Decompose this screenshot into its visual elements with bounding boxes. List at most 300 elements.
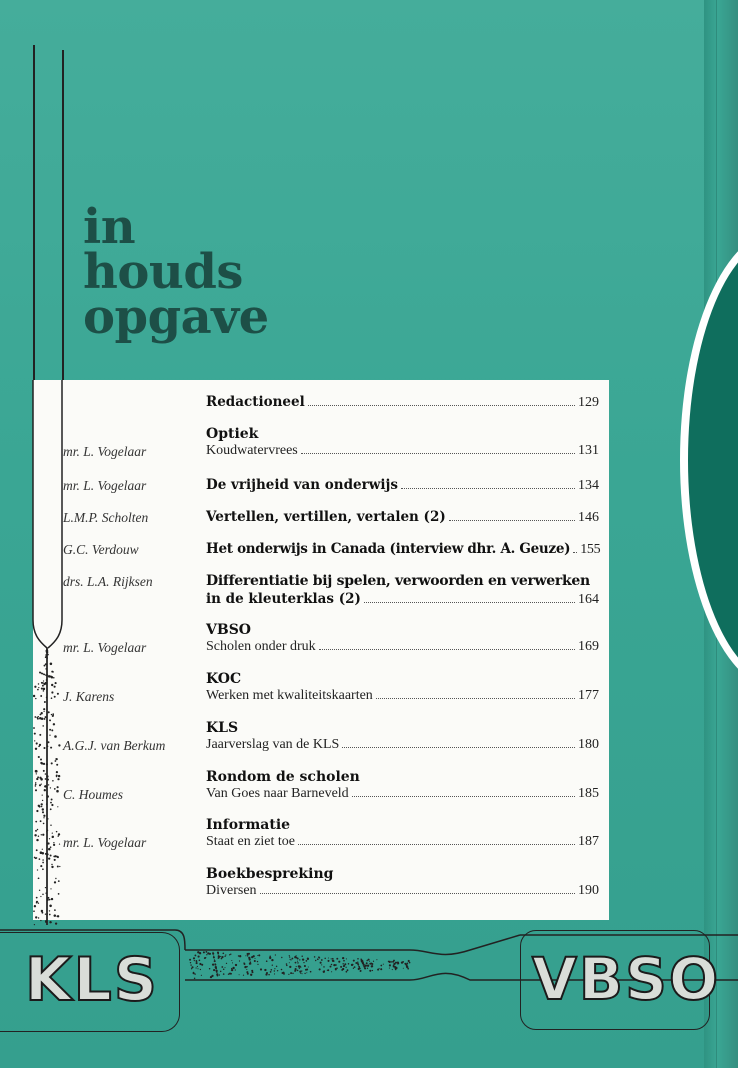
stipple-dot — [54, 909, 56, 911]
stipple-dot — [307, 958, 309, 960]
stipple-dot — [333, 960, 335, 962]
stipple-dot — [223, 968, 225, 970]
stipple-dot — [37, 718, 39, 720]
stipple-dot — [42, 868, 44, 870]
stipple-dot — [40, 920, 41, 921]
stipple-dot — [194, 954, 196, 956]
stipple-dot — [331, 958, 332, 959]
stipple-dot — [327, 970, 328, 971]
stipple-dot — [321, 959, 323, 961]
stipple-dot — [45, 786, 47, 788]
stipple-dot — [41, 910, 43, 912]
stipple-dot — [37, 776, 39, 778]
stipple-dot — [194, 973, 195, 974]
stipple-dot — [47, 897, 49, 899]
stipple-dot — [371, 963, 373, 965]
stipple-dot — [46, 697, 48, 699]
stipple-dot — [46, 651, 48, 653]
stipple-dot — [239, 955, 241, 957]
stipple-dot — [209, 953, 211, 955]
stipple-dot — [50, 922, 51, 923]
stipple-dot — [36, 773, 37, 774]
stipple-dot — [56, 790, 59, 793]
stipple-dot — [55, 878, 56, 879]
stipple-dot — [255, 958, 256, 959]
stipple-dot — [383, 964, 384, 965]
stipple-dot — [52, 713, 54, 715]
stipple-dot — [50, 824, 51, 825]
stipple-dot — [231, 969, 233, 971]
stipple-dot — [304, 966, 305, 967]
stipple-dot — [34, 857, 36, 859]
stipple-dot — [42, 834, 44, 836]
stipple-dot — [294, 956, 296, 958]
stipple-dot — [231, 968, 232, 969]
stipple-dot — [34, 733, 36, 735]
stipple-dot — [328, 958, 329, 959]
stipple-dot — [55, 682, 57, 684]
stipple-dot — [38, 917, 39, 918]
stipple-dot — [201, 964, 203, 966]
stipple-dot — [49, 914, 51, 916]
stipple-dot — [38, 805, 40, 807]
stipple-dot — [336, 958, 338, 960]
stipple-dot — [38, 902, 39, 903]
stipple-dot — [37, 869, 38, 870]
stipple-dot — [44, 674, 45, 675]
page-number: 155 — [580, 542, 601, 557]
stipple-dot — [392, 969, 393, 970]
stipple-dot — [353, 968, 354, 969]
left-border-line — [33, 45, 35, 380]
stipple-dot — [50, 802, 52, 804]
stipple-dot — [331, 971, 332, 972]
stipple-dot — [36, 857, 38, 859]
stipple-dot — [323, 971, 325, 973]
stipple-dot — [297, 962, 299, 964]
stipple-dot — [36, 810, 38, 812]
stipple-dot — [274, 968, 275, 969]
stipple-dot — [321, 964, 322, 965]
stipple-dot — [289, 966, 291, 968]
stipple-dot — [43, 763, 45, 765]
stipple-dot — [40, 865, 42, 867]
stipple-dot — [43, 690, 45, 692]
section-heading: Informatie — [206, 817, 291, 833]
stipple-dot — [214, 964, 216, 966]
stipple-dot — [34, 834, 36, 836]
stipple-dot — [36, 901, 38, 903]
toc-title: Werken met kwaliteitskaarten — [206, 688, 373, 703]
stipple-dot — [295, 969, 296, 970]
stipple-dot — [229, 973, 231, 975]
stipple-dot — [217, 975, 219, 977]
stipple-dot — [212, 963, 214, 965]
stipple-dot — [257, 961, 258, 962]
stipple-dot — [333, 964, 335, 966]
author-name: drs. L.A. Rijksen — [63, 574, 153, 589]
stipple-dot — [367, 968, 368, 969]
stipple-dot — [320, 962, 322, 964]
stipple-dot — [335, 968, 337, 970]
stipple-dot — [357, 958, 359, 960]
stipple-dot — [57, 806, 58, 807]
stipple-dot — [45, 654, 47, 656]
stipple-dot — [209, 968, 210, 969]
stipple-dot — [265, 973, 267, 975]
section-heading: Boekbespreking — [206, 866, 334, 882]
stipple-dot — [289, 956, 290, 957]
stipple-dot — [38, 687, 39, 688]
stipple-dot — [228, 973, 230, 975]
stipple-dot — [191, 966, 193, 968]
stipple-dot — [347, 969, 349, 971]
section-heading: KOC — [206, 671, 242, 687]
stipple-dot — [56, 831, 58, 833]
stipple-dot — [235, 964, 237, 966]
stipple-dot — [40, 820, 42, 822]
stipple-dot — [56, 758, 58, 760]
stipple-dot — [43, 817, 44, 818]
stipple-dot — [213, 956, 215, 958]
stipple-dot — [368, 959, 370, 961]
stipple-dot — [367, 965, 369, 967]
stipple-dot — [35, 782, 36, 783]
toc-title: Het onderwijs in Canada (interview dhr. A. Geuze) — [206, 541, 571, 557]
stipple-dot — [305, 969, 307, 971]
toc-title: in de kleuterklas (2) — [206, 591, 361, 607]
stipple-dot — [359, 967, 360, 968]
stipple-dot — [35, 785, 37, 787]
stipple-dot — [361, 960, 363, 962]
stipple-dot — [57, 693, 59, 695]
stipple-dot — [194, 978, 195, 979]
stipple-dot — [58, 744, 60, 746]
stipple-dot — [197, 966, 198, 967]
stipple-dot — [46, 657, 48, 659]
stipple-dot — [203, 951, 205, 953]
stipple-dot — [284, 972, 285, 973]
stipple-dot — [289, 962, 290, 963]
stipple-dot — [47, 779, 49, 781]
stipple-dot — [198, 956, 200, 958]
stipple-dot — [196, 967, 197, 968]
stipple-dot — [50, 888, 51, 889]
stipple-dot — [341, 969, 343, 971]
stipple-dot — [34, 924, 35, 925]
stipple-dot — [281, 969, 283, 971]
stipple-dot — [218, 955, 220, 957]
stipple-dot — [44, 701, 46, 703]
stipple-dot — [37, 689, 39, 691]
page-number: 146 — [578, 510, 599, 525]
stipple-dot — [190, 964, 191, 965]
page-number: 177 — [578, 688, 599, 703]
stipple-dot — [40, 714, 42, 716]
stipple-dot — [53, 842, 54, 843]
stipple-dot — [45, 853, 47, 855]
stipple-dot — [36, 897, 38, 899]
stipple-dot — [221, 966, 223, 968]
stipple-dot — [46, 679, 48, 681]
stipple-dot — [51, 804, 53, 806]
stipple-dot — [289, 959, 290, 960]
stipple-dot — [258, 954, 260, 956]
stipple-dot — [348, 963, 350, 965]
stipple-dot — [391, 961, 392, 962]
stipple-dot — [59, 844, 60, 845]
stipple-dot — [357, 962, 358, 963]
stipple-dot — [306, 972, 307, 973]
page-number: 164 — [578, 592, 599, 607]
stipple-dot — [388, 961, 390, 963]
stipple-dot — [39, 784, 41, 786]
stipple-dot — [297, 958, 299, 960]
stipple-dot — [57, 786, 59, 788]
toc-title: Diversen — [206, 883, 257, 898]
stipple-dot — [324, 958, 325, 959]
stipple-dot — [51, 684, 53, 686]
stipple-dot — [276, 966, 277, 967]
stipple-dot — [342, 957, 344, 959]
title-line-3: opgave — [83, 289, 269, 345]
author-name: C. Houmes — [63, 787, 123, 802]
stipple-dot — [44, 665, 46, 667]
stipple-dot — [45, 887, 46, 888]
author-name: mr. L. Vogelaar — [63, 640, 147, 655]
stipple-dot — [58, 775, 60, 777]
stipple-dot — [43, 747, 45, 749]
page-number: 180 — [578, 737, 599, 752]
stipple-dot — [42, 673, 43, 674]
stipple-dot — [239, 960, 240, 961]
stipple-dot — [50, 747, 52, 749]
stipple-dot — [346, 958, 347, 959]
stipple-dot — [36, 849, 38, 851]
stipple-dot — [264, 969, 266, 971]
stipple-dot — [39, 734, 41, 736]
stipple-dot — [45, 773, 47, 775]
stipple-dot — [43, 683, 45, 685]
stipple-dot — [403, 968, 404, 969]
stipple-dot — [221, 956, 223, 958]
stipple-dot — [51, 729, 53, 731]
stipple-dot — [38, 745, 40, 747]
stipple-dot — [304, 973, 305, 974]
stipple-dot — [397, 963, 398, 964]
stipple-dot — [47, 745, 49, 747]
stipple-dot — [296, 966, 297, 967]
stipple-dot — [35, 770, 38, 773]
stipple-dot — [49, 720, 50, 721]
stipple-dot — [45, 668, 46, 669]
stipple-dot — [299, 968, 300, 969]
stipple-dot — [268, 974, 270, 976]
stipple-dot — [43, 711, 44, 712]
stipple-dot — [42, 859, 44, 861]
stipple-dot — [343, 965, 345, 967]
toc-title: Staat en ziet toe — [206, 834, 296, 849]
stipple-dot — [45, 892, 47, 894]
stipple-dot — [35, 748, 37, 750]
stipple-dot — [299, 971, 301, 973]
stipple-dot — [47, 842, 49, 844]
stipple-dot — [42, 685, 44, 687]
stipple-dot — [272, 965, 273, 966]
stipple-dot — [289, 955, 290, 956]
toc-title: Van Goes naar Barneveld — [206, 786, 349, 801]
stipple-dot — [41, 712, 43, 714]
left-border-line-inner — [62, 50, 64, 380]
stipple-dot — [43, 770, 45, 772]
stipple-dot — [51, 697, 53, 699]
stipple-dot — [323, 966, 325, 968]
stipple-dot — [35, 821, 37, 823]
stipple-dot — [396, 967, 398, 969]
stipple-dot — [49, 735, 50, 736]
stipple-dot — [47, 913, 48, 914]
stipple-dot — [239, 974, 240, 975]
stipple-dot — [220, 956, 221, 957]
stipple-dot — [51, 799, 53, 801]
stipple-dot — [355, 962, 357, 964]
stipple-dot — [43, 815, 45, 817]
stipple-dot — [57, 778, 59, 780]
stipple-dot — [232, 967, 234, 969]
stipple-dot — [201, 975, 202, 976]
stipple-dot — [301, 955, 302, 956]
stipple-dot — [286, 965, 288, 967]
stipple-dot — [310, 971, 312, 973]
stipple-dot — [299, 959, 300, 960]
stipple-dot — [193, 972, 195, 974]
stipple-dot — [369, 970, 371, 972]
stipple-dot — [189, 959, 191, 961]
stipple-dot — [380, 965, 382, 967]
stipple-dot — [49, 899, 51, 901]
stipple-dot — [58, 880, 60, 882]
stipple-dot — [40, 695, 42, 697]
stipple-dot — [219, 974, 220, 975]
stipple-dot — [54, 686, 56, 688]
stipple-dot — [235, 969, 236, 970]
page-number: 131 — [578, 443, 599, 458]
title-line-2: houds — [83, 244, 243, 300]
stipple-dot — [243, 975, 244, 976]
stipple-dot — [342, 963, 343, 964]
stipple-dot — [52, 836, 54, 838]
stipple-dot — [57, 856, 59, 858]
section-heading: VBSO — [206, 622, 252, 638]
stipple-dot — [46, 795, 49, 798]
stipple-dot — [346, 971, 348, 973]
stipple-dot — [34, 740, 35, 741]
stipple-dot — [269, 957, 271, 959]
section-heading: Rondom de scholen — [206, 769, 360, 785]
stipple-dot — [42, 794, 43, 795]
stipple-dot — [42, 894, 44, 896]
stipple-dot — [42, 849, 43, 850]
stipple-dot — [34, 686, 36, 688]
stipple-dot — [218, 957, 220, 959]
stipple-dot — [314, 956, 316, 958]
stipple-dot — [42, 862, 44, 864]
stipple-dot — [244, 966, 246, 968]
stipple-dot — [47, 853, 49, 855]
stipple-dot — [302, 958, 304, 960]
vbso-logo: VBSO — [532, 945, 721, 1013]
stipple-dot — [215, 967, 217, 969]
stipple-dot — [38, 877, 40, 879]
stipple-dot — [40, 758, 42, 760]
stipple-dot — [37, 829, 39, 831]
stipple-dot — [406, 962, 408, 964]
stipple-dot — [51, 676, 54, 679]
stipple-dot — [47, 818, 48, 819]
stipple-dot — [51, 866, 53, 868]
stipple-dot — [191, 968, 192, 969]
stipple-dot — [393, 965, 395, 967]
section-heading: Differentiatie bij spelen, verwoorden en verwerken — [206, 573, 590, 589]
stipple-dot — [33, 910, 35, 912]
stipple-dot — [306, 960, 308, 962]
stipple-dot — [297, 961, 298, 962]
stipple-dot — [56, 771, 58, 773]
stipple-dot — [303, 962, 304, 963]
stipple-dot — [41, 803, 43, 805]
stipple-dot — [50, 808, 52, 810]
stipple-dot — [54, 735, 57, 738]
stipple-dot — [52, 671, 54, 673]
stipple-dot — [35, 789, 37, 791]
stipple-dot — [56, 776, 57, 777]
stipple-dot — [249, 963, 251, 965]
stipple-dot — [54, 881, 56, 883]
stipple-dot — [43, 823, 45, 825]
stipple-dot — [45, 778, 47, 780]
stipple-dot — [196, 962, 198, 964]
kls-logo: KLS — [25, 945, 159, 1015]
stipple-dot — [44, 718, 46, 720]
stipple-dot — [45, 657, 47, 659]
stipple-dot — [297, 970, 299, 972]
stipple-dot — [300, 973, 301, 974]
stipple-dot — [46, 675, 47, 676]
section-heading: KLS — [206, 720, 239, 736]
stipple-dot — [247, 973, 249, 975]
stipple-dot — [39, 858, 41, 860]
stipple-dot — [36, 839, 38, 841]
stipple-dot — [407, 968, 409, 970]
stipple-dot — [45, 663, 47, 665]
stipple-dot — [364, 967, 366, 969]
stipple-dot — [277, 970, 278, 971]
stipple-dot — [249, 961, 251, 963]
stipple-dot — [373, 961, 374, 962]
stipple-dot — [363, 966, 365, 968]
stipple-dot — [317, 958, 319, 960]
stipple-dot — [274, 970, 275, 971]
stipple-dot — [34, 905, 36, 907]
stipple-dot — [232, 962, 233, 963]
stipple-dot — [57, 835, 58, 836]
stipple-dot — [59, 866, 60, 867]
stipple-dot — [49, 838, 50, 839]
stipple-dot — [54, 859, 56, 861]
stipple-dot — [44, 789, 46, 791]
stipple-dot — [41, 834, 42, 835]
stipple-dot — [199, 959, 201, 961]
